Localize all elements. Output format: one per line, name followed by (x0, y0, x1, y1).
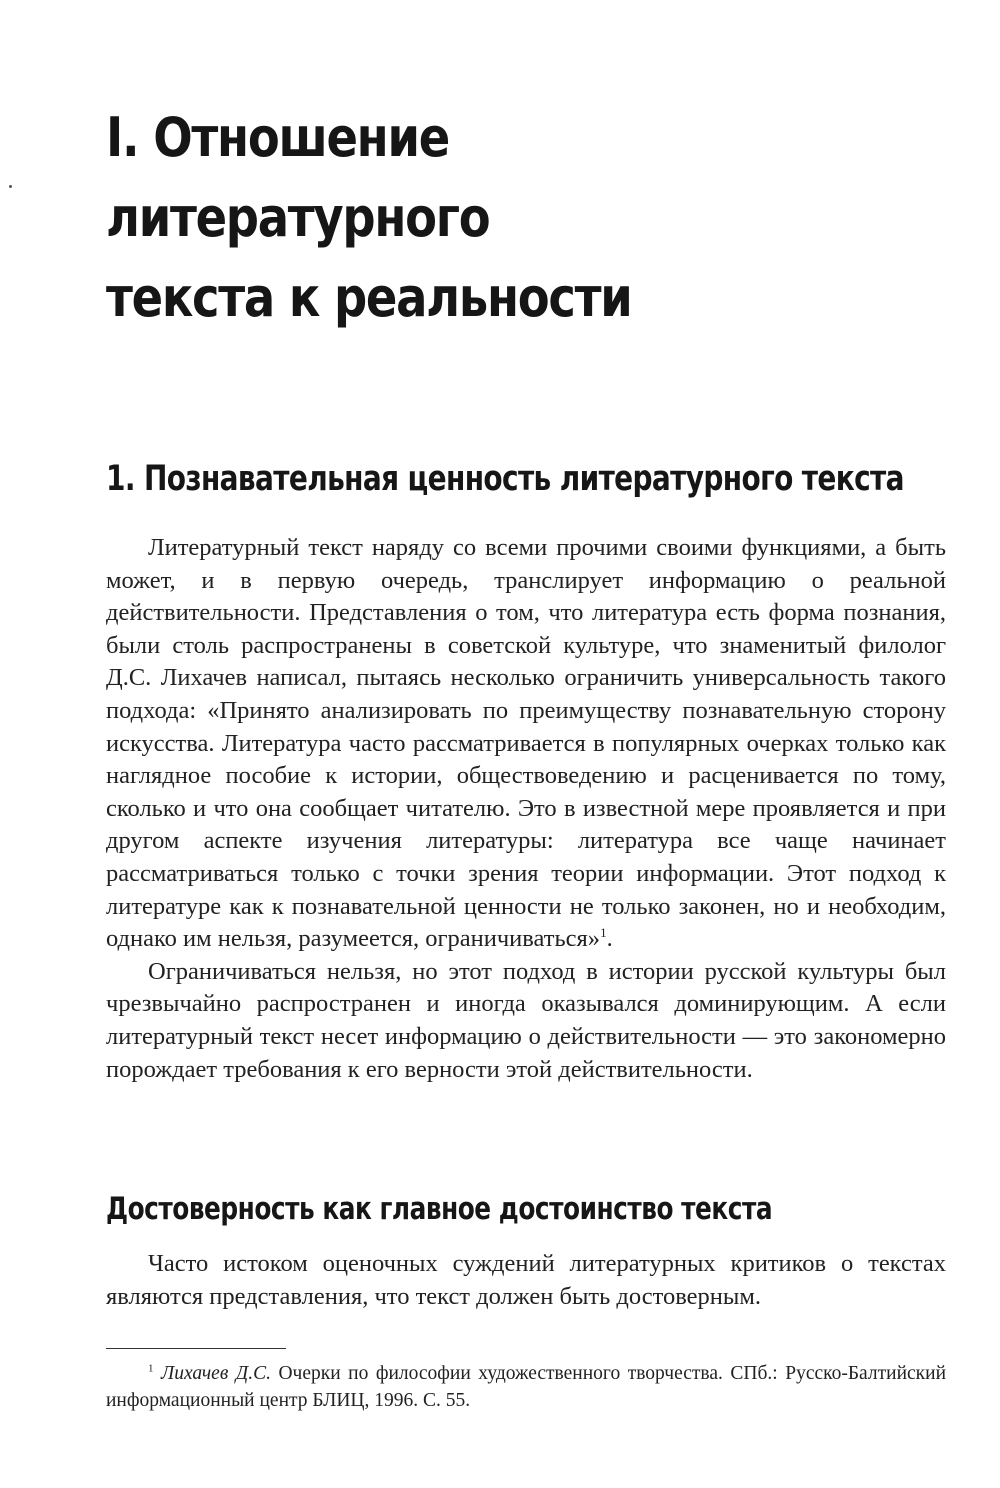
paragraph-text: Часто истоком оценочных суждений литературных критиков о текстах являются представления, что текст должен быть достоверным. (106, 1250, 946, 1310)
footnote-reference: 1 (600, 924, 607, 940)
footnote-mark: 1 (148, 1362, 154, 1375)
subsection-title: Достоверность как главное достоинство текста (106, 1191, 773, 1227)
chapter-title-line-1: I. Отношение литературного (106, 106, 490, 249)
section-body (106, 532, 946, 1086)
subsection-body (106, 1248, 946, 1313)
chapter-title-line-2: текста к реальности (106, 266, 632, 329)
footnote-author: Лихачев Д.С. (161, 1363, 271, 1384)
paragraph (106, 956, 946, 1086)
footnote-divider (106, 1348, 286, 1349)
print-speck (9, 185, 12, 188)
paragraph (106, 532, 946, 956)
section-title: 1. Познавательная ценность литературного текста (106, 459, 904, 499)
footnote-text: Очерки по философии художественного творчества. СПб.: Русско-Балтийский информационный центр БЛИЦ, 1996. С. 55. (106, 1363, 947, 1411)
paragraph-text: Ограничиваться нельзя, но этот подход в истории русской культуры был чрезвычайно распространен и иногда оказывался доминирующим. А если литературный текст несет информацию о действительности — это закономерно порождает требования к его верности этой действительности. (106, 957, 946, 1083)
chapter-title (106, 98, 828, 338)
paragraph (106, 1248, 946, 1313)
paragraph-end: . (606, 925, 613, 953)
paragraph-text: Литературный текст наряду со всеми прочими своими функциями, а быть может, и в первую очередь, транслирует информацию о реальной действительности. Представления о том, что литература есть форма познания, были столь распространены в советской культуре, что знаменитый филолог Д.С. Лихачев написал, пытаясь несколько ограничить универсальность такого подхода: «Принято анализировать по преимуществу познавательную сторону искусства. Литература часто рассматривается в популярных очерках только как наглядное пособие к истории, обществоведению и расценивается по тому, сколько и что она сообщает читателю. Это в известной мере проявляется и при другом аспекте изучения литературы: литература все чаще начинает рассматриваться только с точки зрения теории информации. Этот подход к литературе как к познавательной ценности не только законен, но и необходим, однако им нельзя, разумеется, ограничиваться» (106, 534, 946, 953)
footnote (106, 1360, 946, 1414)
